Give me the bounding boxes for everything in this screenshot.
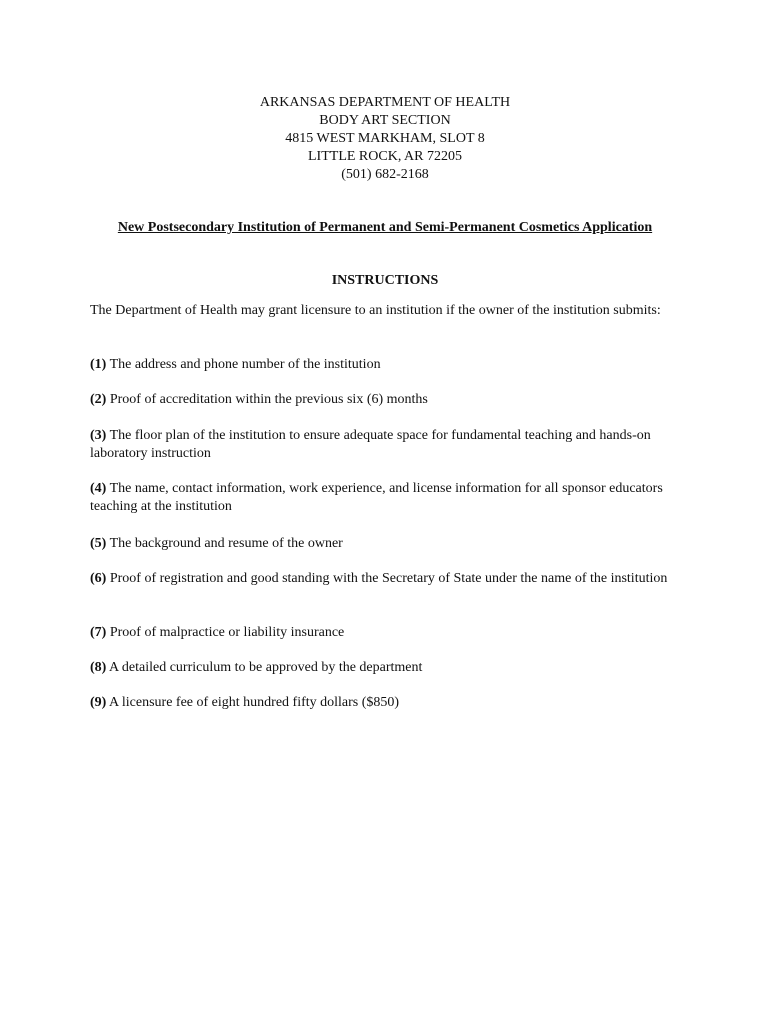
item-number: (3)	[90, 428, 107, 443]
item-number: (9)	[90, 695, 107, 710]
item-number: (4)	[90, 481, 107, 496]
item-text: The background and resume of the owner	[106, 536, 343, 551]
list-item	[90, 694, 680, 712]
item-text: Proof of accreditation within the previous six (6) months	[106, 392, 428, 407]
item-number: (8)	[90, 660, 107, 675]
item-text: A detailed curriculum to be approved by the department	[106, 660, 423, 675]
item-text: The floor plan of the institution to ensure adequate space for fundamental teaching and hands-on laboratory instruction	[90, 428, 651, 461]
list-item	[90, 480, 680, 516]
document-title: New Postsecondary Institution of Permanent and Semi-Permanent Cosmetics Application	[117, 220, 653, 235]
phone-number: (501) 682-2168	[341, 167, 429, 182]
item-number: (2)	[90, 392, 107, 407]
instructions-intro: The Department of Health may grant licensure to an institution if the owner of the institution submits:	[90, 303, 661, 318]
item-text: Proof of malpractice or liability insurance	[106, 625, 345, 640]
list-item	[90, 427, 680, 463]
street-address: 4815 WEST MARKHAM, SLOT 8	[285, 131, 485, 146]
item-text: The address and phone number of the institution	[106, 357, 381, 372]
list-item	[90, 356, 680, 374]
item-number: (7)	[90, 625, 107, 640]
agency-header	[0, 94, 770, 184]
list-item	[90, 570, 680, 588]
item-text: A licensure fee of eight hundred fifty dollars ($850)	[106, 695, 400, 710]
item-number: (1)	[90, 357, 107, 372]
instructions-heading: INSTRUCTIONS	[331, 273, 439, 288]
item-text: Proof of registration and good standing with the Secretary of State under the name of the institution	[106, 571, 668, 586]
section-name: BODY ART SECTION	[319, 113, 451, 128]
agency-name: ARKANSAS DEPARTMENT OF HEALTH	[259, 95, 511, 110]
city-state-zip: LITTLE ROCK, AR 72205	[308, 149, 462, 164]
item-number: (5)	[90, 536, 107, 551]
list-item	[90, 535, 680, 553]
list-item	[90, 624, 680, 642]
list-item	[90, 659, 680, 677]
item-text: The name, contact information, work experience, and license information for all sponsor educators teaching at the institution	[90, 481, 663, 514]
item-number: (6)	[90, 571, 107, 586]
list-item	[90, 391, 680, 409]
